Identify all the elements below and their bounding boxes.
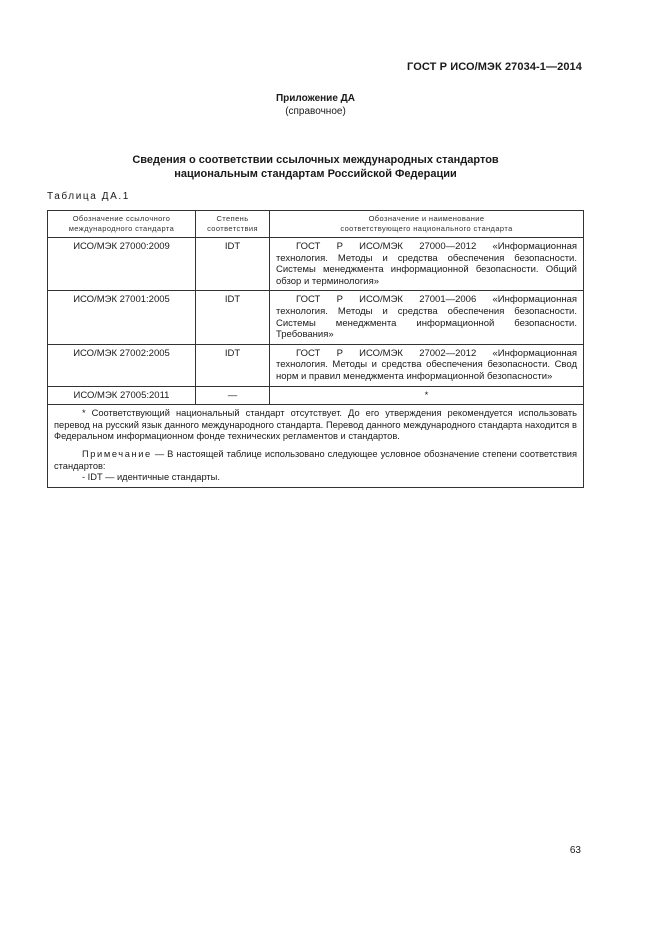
intl-standard-cell: ИСО/МЭК 27001:2005 xyxy=(48,291,196,344)
header-text: Обозначение ссылочного xyxy=(72,214,171,223)
table-row xyxy=(48,344,584,386)
note-label: Примечание xyxy=(82,448,152,459)
header-text: Обозначение и наименование xyxy=(368,214,485,223)
correspondence-table xyxy=(47,210,584,488)
header-intl-standard xyxy=(48,211,196,238)
header-text: международного стандарта xyxy=(68,224,175,233)
national-standard-cell: ГОСТ Р ИСО/МЭК 27000—2012 «Информационная технология. Методы и средства обеспечения безопасности. Системы менеджмента информационной безопасности. Общий обзор и терминология» xyxy=(270,238,584,291)
intl-standard-cell: ИСО/МЭК 27000:2009 xyxy=(48,238,196,291)
header-text: Степень xyxy=(216,214,249,223)
degree-cell: — xyxy=(196,386,270,405)
page-number: 63 xyxy=(569,845,581,856)
national-standard-cell: ГОСТ Р ИСО/МЭК 27002—2012 «Информационная технология. Методы и средства обеспечения безопасности. Свод норм и правил менеджмента информационной безопасности» xyxy=(270,344,584,386)
header-degree xyxy=(196,211,270,238)
appendix-heading xyxy=(0,92,631,118)
appendix-subtitle: (справочное) xyxy=(285,106,346,117)
table-caption: Таблица ДА.1 xyxy=(47,191,130,202)
national-standard-cell: * xyxy=(270,386,584,405)
note xyxy=(54,449,577,472)
header-national-standard xyxy=(270,211,584,238)
intl-standard-cell: ИСО/МЭК 27005:2011 xyxy=(48,386,196,405)
header-text: соответствия xyxy=(207,224,258,233)
national-standard-cell: ГОСТ Р ИСО/МЭК 27001—2006 «Информационная технология. Методы и средства обеспечения безопасности. Системы менеджмента информационной безопасности. Требования» xyxy=(270,291,584,344)
note-item: - IDT — идентичные стандарты. xyxy=(82,472,220,483)
document-code: ГОСТ Р ИСО/МЭК 27034-1—2014 xyxy=(407,61,582,73)
table-row xyxy=(48,238,584,291)
degree-cell: IDT xyxy=(196,238,270,291)
section-title xyxy=(0,153,631,181)
table-row xyxy=(48,386,584,405)
section-title-line-1: Сведения о соответствии ссылочных международных стандартов xyxy=(132,154,499,166)
degree-cell: IDT xyxy=(196,291,270,344)
note-text: — В настоящей таблице использовано следующее условное обозначение степени соответствия стандартов: xyxy=(54,448,577,471)
header-text: соответствующего национального стандарта xyxy=(340,224,513,233)
appendix-title: Приложение ДА xyxy=(275,93,356,104)
intl-standard-cell: ИСО/МЭК 27002:2005 xyxy=(48,344,196,386)
degree-cell: IDT xyxy=(196,344,270,386)
table-row xyxy=(48,291,584,344)
table-notes xyxy=(48,405,584,488)
table-header-row xyxy=(48,211,584,238)
section-title-line-2: национальным стандартам Российской Федерации xyxy=(174,168,457,180)
table-notes-row xyxy=(48,405,584,488)
footnote: * Соответствующий национальный стандарт отсутствует. До его утверждения рекомендуется использовать перевод на русский язык данного международного стандарта. Перевод данного международного стандарта находится в Федеральном информационном фонде технических регламентов и стандартов. xyxy=(54,408,577,442)
